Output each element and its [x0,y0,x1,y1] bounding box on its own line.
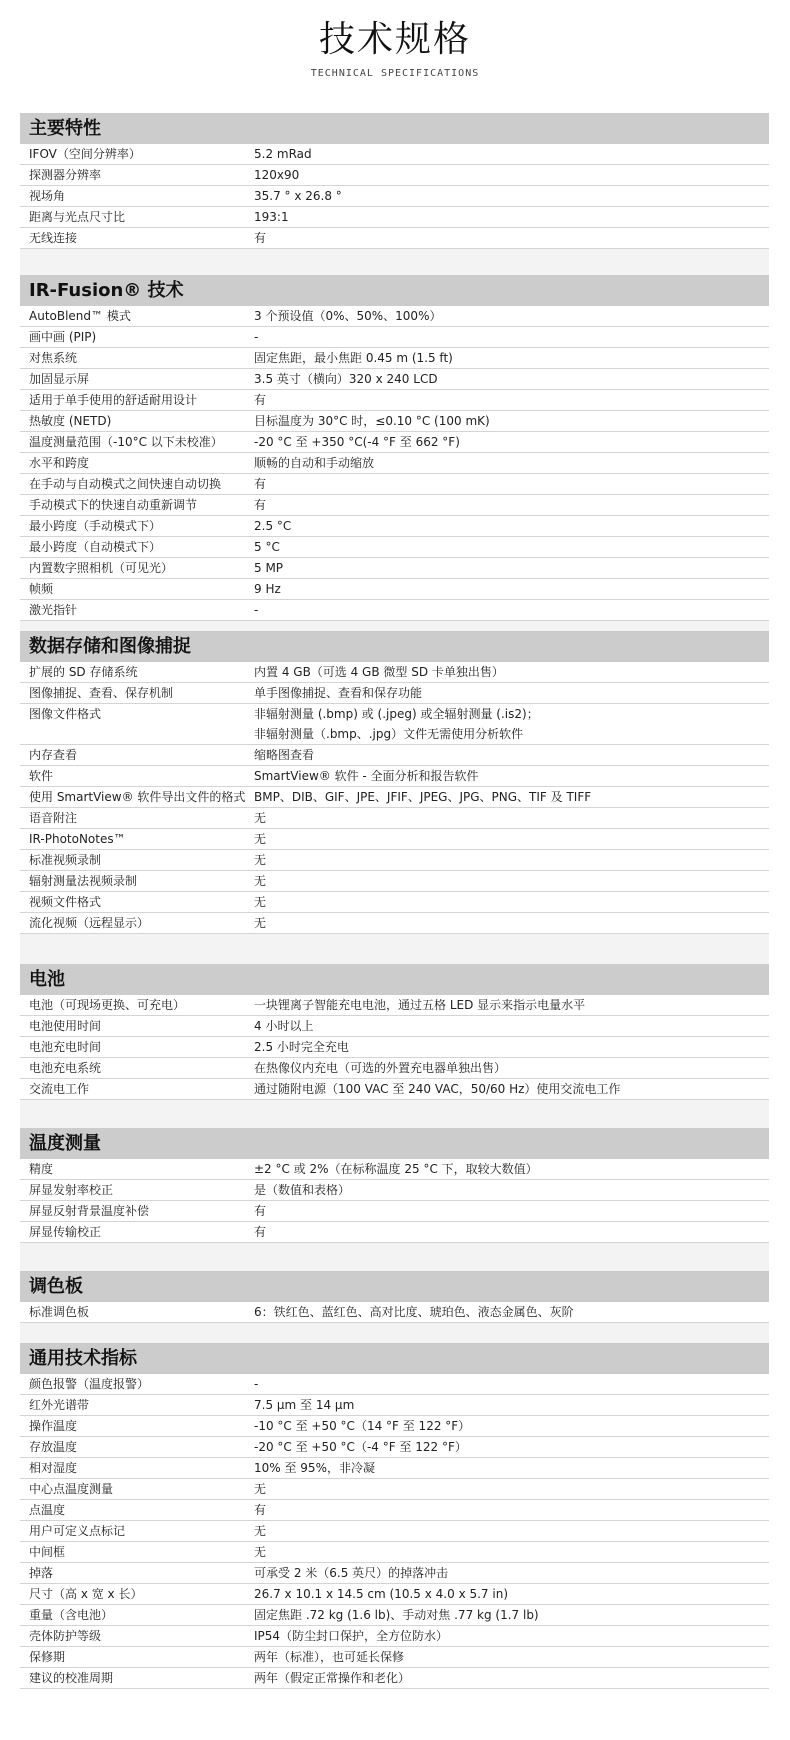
spec-row [20,1626,769,1647]
spec-row [20,683,769,704]
spec-value [254,1647,769,1667]
spec-row [20,1201,769,1222]
spec-row [20,495,769,516]
spec-value [254,453,769,473]
spec-value-line: 无 [254,811,267,825]
spec-row [20,207,769,228]
spec-value-line: 有 [254,1225,267,1239]
spec-label: 重量（含电池） [29,1608,114,1622]
spec-value [254,1416,769,1436]
spec-value [254,1626,769,1646]
section-title: IR-Fusion® 技术 [20,275,769,306]
spec-section [20,631,769,964]
spec-label: 语音附注 [29,811,78,825]
spec-value-line: 有 [254,393,267,407]
spec-row [20,411,769,432]
spec-value-line: 5 MP [254,561,284,575]
spec-value [254,228,769,248]
spec-value-line: 6：铁红色、蓝红色、高对比度、琥珀色、液态金属色、灰阶 [254,1305,574,1319]
spec-value-line: 单手图像捕捉、查看和保存功能 [254,686,423,700]
page-title: 技术规格 [318,19,471,60]
spec-value [254,348,769,368]
spec-label: 最小跨度（自动模式下） [29,540,162,554]
spec-row [20,787,769,808]
spec-value [254,995,769,1015]
spec-value-line: 在热像仪内充电（可选的外置充电器单独出售） [254,1061,507,1075]
section-title: 主要特性 [20,113,769,144]
spec-value-line: 一块锂离子智能充电电池，通过五格 LED 显示来指示电量水平 [254,998,586,1012]
spec-row [20,1647,769,1668]
spec-value-line: - [254,330,259,344]
spec-value-line: 7.5 μm 至 14 μm [254,1398,355,1412]
spec-label: 内置数字照相机（可见光） [29,561,174,575]
spec-row [20,186,769,207]
page-header [0,0,790,96]
spec-value-line: 无 [254,874,267,888]
spec-label: 探测器分辨率 [29,168,102,182]
spec-value [254,1058,769,1078]
spec-label: 水平和跨度 [29,456,90,470]
spec-row [20,1605,769,1626]
spec-label: 无线连接 [29,231,78,245]
spec-label: 对焦系统 [29,351,78,365]
spec-label: 辐射测量法视频录制 [29,874,138,888]
spec-value-line: 无 [254,1524,267,1538]
spec-section [20,1128,769,1271]
spec-value [254,495,769,515]
spec-row [20,766,769,787]
spec-value [254,850,769,870]
spec-value-line: 缩略图查看 [254,748,315,762]
spec-value [254,516,769,536]
spec-label: 电池（可现场更换、可充电） [29,998,186,1012]
spec-label: 标准调色板 [29,1305,90,1319]
spec-value-line: - [254,603,259,617]
spec-value-line: 10% 至 95%，非冷凝 [254,1461,375,1475]
spec-value-line: 有 [254,477,267,491]
spec-row [20,1222,769,1243]
spec-label: 激光指针 [29,603,78,617]
spec-row [20,704,769,745]
spec-value [254,745,769,765]
spec-label: 颜色报警（温度报警） [29,1377,150,1391]
spec-value [254,369,769,389]
section-spacer [20,1243,769,1271]
spec-value [254,165,769,185]
spec-label: 在手动与自动模式之间快速自动切换 [29,477,222,491]
spec-value-line: 193:1 [254,210,289,224]
spec-label: 图像捕捉、查看、保存机制 [29,686,174,700]
spec-value [254,1374,769,1394]
spec-row [20,1437,769,1458]
spec-value-line: 是（数值和表格） [254,1183,351,1197]
spec-value-line: -10 °C 至 +50 °C（14 °F 至 122 °F） [254,1419,471,1433]
spec-label: 最小跨度（手动模式下） [29,519,162,533]
spec-row [20,1302,769,1323]
spec-row [20,1458,769,1479]
spec-row [20,348,769,369]
spec-value-line: SmartView® 软件 - 全面分析和报告软件 [254,769,479,783]
spec-row [20,1668,769,1689]
spec-value-line: BMP、DIB、GIF、JPE、JFIF、JPEG、JPG、PNG、TIF 及 TIFF [254,790,592,804]
spec-value-line: IP54（防尘封口保护，全方位防水） [254,1629,449,1643]
spec-row [20,453,769,474]
spec-row [20,892,769,913]
spec-value [254,1016,769,1036]
spec-label: 保修期 [29,1650,66,1664]
spec-section [20,113,769,275]
spec-row [20,1058,769,1079]
spec-value [254,327,769,347]
spec-label: 电池充电系统 [29,1061,102,1075]
spec-row [20,850,769,871]
spec-label: 视频文件格式 [29,895,102,909]
page-subtitle: TECHNICAL SPECIFICATIONS [310,68,480,79]
spec-value-line: -20 °C 至 +350 °C(-4 °F 至 662 °F) [254,435,460,449]
spec-row [20,1159,769,1180]
spec-value-line: 固定焦距，最小焦距 0.45 m (1.5 ft) [254,351,453,365]
spec-row [20,829,769,850]
spec-row [20,369,769,390]
spec-label: 建议的校准周期 [29,1671,114,1685]
spec-row [20,1079,769,1100]
spec-row [20,165,769,186]
section-title: 通用技术指标 [20,1343,769,1374]
section-spacer [20,249,769,275]
spec-value-line: 2.5 °C [254,519,292,533]
spec-value [254,306,769,326]
spec-value [254,662,769,682]
spec-label: 流化视频（远程显示） [29,916,150,930]
spec-value [254,1584,769,1604]
spec-row [20,1521,769,1542]
spec-row [20,808,769,829]
spec-label: 加固显示屏 [29,372,90,386]
spec-label: 尺寸（高 x 宽 x 长） [29,1587,143,1601]
spec-label: 内存查看 [29,748,78,762]
spec-value-line: 5.2 mRad [254,147,312,161]
spec-value-line: 35.7 ° x 26.8 ° [254,189,342,203]
spec-value [254,913,769,933]
spec-value [254,1201,769,1221]
spec-value-line: 无 [254,853,267,867]
spec-label: 距离与光点尺寸比 [29,210,126,224]
spec-label: 存放温度 [29,1440,78,1454]
spec-label: 热敏度 (NETD) [29,414,112,428]
spec-label: 相对湿度 [29,1461,78,1475]
spec-value-line: 两年（假定正常操作和老化） [254,1671,411,1685]
spec-row [20,1584,769,1605]
spec-value-line: ±2 °C 或 2%（在标称温度 25 °C 下，取较大数值） [254,1162,538,1176]
spec-value-line: 内置 4 GB（可选 4 GB 微型 SD 卡单独出售） [254,665,504,679]
spec-value-line: -20 °C 至 +50 °C（-4 °F 至 122 °F） [254,1440,467,1454]
spec-value-line: 有 [254,231,267,245]
spec-label: 壳体防护等级 [29,1629,102,1643]
spec-value-line: 无 [254,1482,267,1496]
spec-value [254,144,769,164]
section-title: 电池 [20,964,769,995]
spec-label: 电池使用时间 [29,1019,102,1033]
spec-section [20,1343,769,1689]
spec-label: 中间框 [29,1545,66,1559]
spec-label: 手动模式下的快速自动重新调节 [29,498,198,512]
spec-value-line: 无 [254,832,267,846]
spec-section [20,275,769,631]
spec-value [254,474,769,494]
spec-value-line: 有 [254,1503,267,1517]
spec-value [254,1302,769,1322]
spec-value [254,1563,769,1583]
spec-row [20,745,769,766]
spec-row [20,474,769,495]
spec-value-line: 有 [254,498,267,512]
spec-value [254,558,769,578]
spec-value [254,1542,769,1562]
spec-label: 画中画 (PIP) [29,330,97,344]
spec-row [20,537,769,558]
spec-value-line: 26.7 x 10.1 x 14.5 cm (10.5 x 4.0 x 5.7 in) [254,1587,508,1601]
spec-value [254,871,769,891]
spec-label: IR-PhotoNotes™ [29,832,126,846]
spec-label: 中心点温度测量 [29,1482,114,1496]
spec-label: 屏显反射背景温度补偿 [29,1204,150,1218]
spec-value [254,1458,769,1478]
spec-label: 交流电工作 [29,1082,90,1096]
spec-value [254,1079,769,1099]
spec-row [20,228,769,249]
spec-label: 点温度 [29,1503,66,1517]
spec-row [20,327,769,348]
spec-value [254,1395,769,1415]
spec-row [20,1374,769,1395]
spec-value [254,1668,769,1688]
spec-value [254,390,769,410]
section-spacer [20,1100,769,1128]
spec-label: 适用于单手使用的舒适耐用设计 [29,393,198,407]
spec-row [20,144,769,165]
spec-value [254,207,769,227]
spec-value-line: 3 个预设值（0%、50%、100%） [254,309,442,323]
spec-row [20,579,769,600]
spec-row [20,1395,769,1416]
spec-table [20,96,769,1689]
spec-label: 操作温度 [29,1419,78,1433]
spec-value [254,1605,769,1625]
section-spacer [20,934,769,964]
spec-label: 红外光谱带 [29,1398,90,1412]
spec-value [254,1437,769,1457]
spec-value-line: 2.5 小时完全充电 [254,1040,349,1054]
spec-value [254,1479,769,1499]
spec-value-line: - [254,1377,259,1391]
spec-value [254,1500,769,1520]
spec-value [254,186,769,206]
spec-value [254,829,769,849]
spec-value [254,1222,769,1242]
spec-value [254,787,769,807]
spec-value-line: 无 [254,916,267,930]
spec-value-line: 9 Hz [254,582,281,596]
spec-value [254,600,769,620]
spec-row [20,432,769,453]
spec-row [20,1500,769,1521]
spec-row [20,913,769,934]
spec-label: 扩展的 SD 存储系统 [29,665,138,679]
spec-row [20,1479,769,1500]
spec-row [20,1416,769,1437]
spec-label: 温度测量范围（-10°C 以下未校准） [29,435,223,449]
spec-row [20,516,769,537]
spec-label: 精度 [29,1162,54,1176]
spec-label: 视场角 [29,189,66,203]
spec-row [20,306,769,327]
spec-value-line: 非辐射测量（.bmp、.jpg）文件无需使用分析软件 [254,727,524,741]
spec-value-line: 3.5 英寸（横向）320 x 240 LCD [254,372,438,386]
spec-value [254,432,769,452]
spec-row [20,1542,769,1563]
section-title: 调色板 [20,1271,769,1302]
spec-value-line: 4 小时以上 [254,1019,314,1033]
spec-value-line: 120x90 [254,168,300,182]
section-title: 温度测量 [20,1128,769,1159]
spec-row [20,1563,769,1584]
spec-value [254,892,769,912]
spec-label: 帧频 [29,582,54,596]
spec-value [254,808,769,828]
spec-value-line: 无 [254,895,267,909]
spec-label: 电池充电时间 [29,1040,102,1054]
spec-value [254,766,769,786]
spec-label: IFOV（空间分辨率） [29,147,141,161]
spec-value-line: 非辐射测量 (.bmp) 或 (.jpeg) 或全辐射测量 (.is2)； [254,707,539,721]
spec-value-line: 5 °C [254,540,280,554]
spec-row [20,662,769,683]
spec-value [254,1037,769,1057]
spec-row [20,1037,769,1058]
spec-value-line: 通过随附电源（100 VAC 至 240 VAC，50/60 Hz）使用交流电工作 [254,1082,621,1096]
spec-label: 屏显发射率校正 [29,1183,114,1197]
spec-value [254,411,769,431]
spec-label: 掉落 [29,1566,54,1580]
spec-value [254,579,769,599]
spec-row [20,390,769,411]
section-spacer [20,1323,769,1343]
section-spacer [20,621,769,631]
spec-value [254,683,769,703]
spec-value-line: 可承受 2 米（6.5 英尺）的掉落冲击 [254,1566,449,1580]
spec-value [254,704,769,744]
spec-row [20,558,769,579]
spec-label: 软件 [29,769,54,783]
section-title: 数据存储和图像捕捉 [20,631,769,662]
spec-value-line: 无 [254,1545,267,1559]
spec-label: 使用 SmartView® 软件导出文件的格式 [29,790,246,804]
spec-value [254,1521,769,1541]
spec-value [254,1180,769,1200]
spec-row [20,871,769,892]
spec-value [254,1159,769,1179]
spec-label: 用户可定义点标记 [29,1524,126,1538]
spec-row [20,995,769,1016]
spec-value-line: 两年（标准），也可延长保修 [254,1650,405,1664]
spec-value [254,537,769,557]
spec-section [20,1271,769,1343]
spec-row [20,1180,769,1201]
spec-value-line: 固定焦距 .72 kg (1.6 lb)、手动对焦 .77 kg (1.7 lb) [254,1608,539,1622]
spec-label: 标准视频录制 [29,853,102,867]
spec-section [20,964,769,1128]
spec-value-line: 有 [254,1204,267,1218]
spec-row [20,1016,769,1037]
spec-label: 屏显传输校正 [29,1225,102,1239]
spec-row [20,600,769,621]
spec-label: AutoBlend™ 模式 [29,309,131,323]
spec-value-line: 目标温度为 30°C 时，≤0.10 °C (100 mK) [254,414,490,428]
spec-value-line: 顺畅的自动和手动缩放 [254,456,375,470]
spec-label: 图像文件格式 [29,707,102,721]
